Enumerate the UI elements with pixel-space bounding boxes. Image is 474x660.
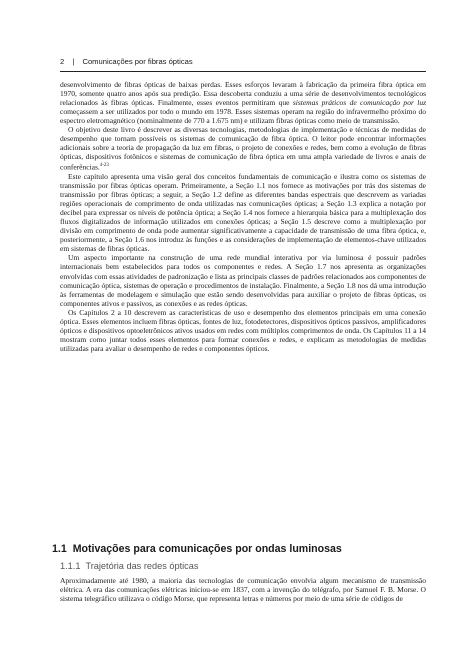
subsection-number: 1.1.1 [60, 561, 81, 571]
paragraph-1-text-b: começassem a ser utilizados por todo o mundo em 1978. Esses sistemas operam na região do infravermelho próximo do espectro eletromagnético (nominalmente de 770 a 1.675 nm) e utilizam fibras ópticas como meio de transmissão. [60, 107, 426, 126]
header-separator: | [72, 57, 75, 66]
section-title: Motivações para comunicações por ondas luminosas [72, 543, 342, 555]
paragraph-1 [60, 80, 426, 125]
citation-superscript: 4-23 [99, 163, 109, 169]
running-header [60, 57, 424, 67]
paragraph-6: Aproximadamente até 1980, a maioria das tecnologias de comunicação envolvia algum mecanismo de transmissão elétrica. A era das comunicações elétricas iniciou-se em 1837, com a invenção do telégrafo, por Samuel F. B. Morse. O sistema telegráfico utilizava o código Morse, que representa letras e números por meio de uma série de códigos de [60, 576, 426, 604]
paragraph-5: Os Capítulos 2 a 10 descrevem as características de uso e desempenho dos elementos principais em uma conexão óptica. Esses elementos incluem fibras ópticas, fontes de luz, fotodetectores, dispositivos ópticos passivos, amplificadores ópticos e dispositivos optoeletrônicos ativos usados em redes com múltiplos comprimentos de onda. Os Capítulos 11 a 14 mostram como juntar todos esses elementos para formar conexões e redes, e explicam as metodologias de medidas utilizadas para avaliar o desempenho de redes e componentes ópticos. [60, 307, 426, 353]
body-text-continued [60, 576, 426, 603]
paragraph-2 [60, 125, 426, 172]
page-number: 2 [60, 57, 65, 66]
running-title: Comunicações por fibras ópticas [82, 57, 193, 66]
paragraph-4: Um aspecto importante na construção de uma rede mundial interativa por via luminosa é possuir padrões internacionais bem estabelecidos para todos os componentes e redes. A Seção 1.7 nos apresenta as organizações envolvidas com essas atividades de padronização e lista as principais classes de padrões relacionados aos componentes de comunicação óptica, sistemas de operação e procedimentos de instalação. Finalmente, a Seção 1.8 nos dá uma introdução às ferramentas de modelagem e simulação que estão sendo desenvolvidas para auxiliar o projeto de fibras ópticas, os componentes ativos e passivos, as conexões e as redes ópticas. [60, 253, 426, 308]
section-number: 1.1 [52, 543, 67, 555]
section-heading [52, 543, 432, 556]
paragraph-2-text: O objetivo deste livro é descrever as diversas tecnologias, metodologias de implementação e técnicas de medidas de desempenho que tornam possíveis os sistemas de comunicação de fibra óptica. O leitor pode encontrar informações adicionais sobre a teoria de propagação da luz em fibras, o projeto de conexões e redes, bem como a evolução de fibras ópticas, dispositivos fotônicos e sistemas de comunicação de fibra óptica em uma ampla variedade de livros e anais de conferências. [60, 125, 426, 172]
subsection-heading [60, 561, 426, 572]
paragraph-1-text-a: desenvolvimento de fibras ópticas de baixas perdas. Esses esforços levaram à fabricação da primeira fibra óptica em 1970, somente quatro anos após sua predição. Essa descoberta conduziu a uma série de desenvolvimentos tecnológicos relacionados às fibras ópticas. Finalmente, esses eventos permitiram que [60, 80, 426, 108]
paragraph-1-emphasis: sistemas práticos de comunicação por luz [292, 98, 426, 108]
paragraph-3: Este capítulo apresenta uma visão geral dos conceitos fundamentais de comunicação e ilustra como os sistemas de transmissão por fibras ópticas operam. Primeiramente, a Seção 1.1 nos fornece as motivações por trás dos sistemas de transmissão por fibras ópticas; a seguir, a Seção 1.2 define as diferentes bandas espectrais que descrevem as variadas regiões operacionais de comprimento de onda utilizadas nas comunicações ópticas; a Seção 1.3 explica a notação por decibel para expressar os níveis de potência óptica; a Seção 1.4 nos fornece a hierarquia básica para a multiplexação dos fluxos digitalizados de informação utilizados em conexões ópticas; a Seção 1.5 descreve como a multiplexação por divisão em comprimento de onda pode aumentar significativamente a capacidade de transmissão de uma fibra óptica, e, posteriormente, a Seção 1.6 nos introduz às funções e as considerações de implementação de elementos-chave utilizados em sistemas de fibras ópticas. [60, 171, 426, 254]
subsection-title: Trajetória das redes ópticas [85, 561, 199, 571]
header-rule [60, 71, 426, 72]
body-text [60, 80, 426, 353]
